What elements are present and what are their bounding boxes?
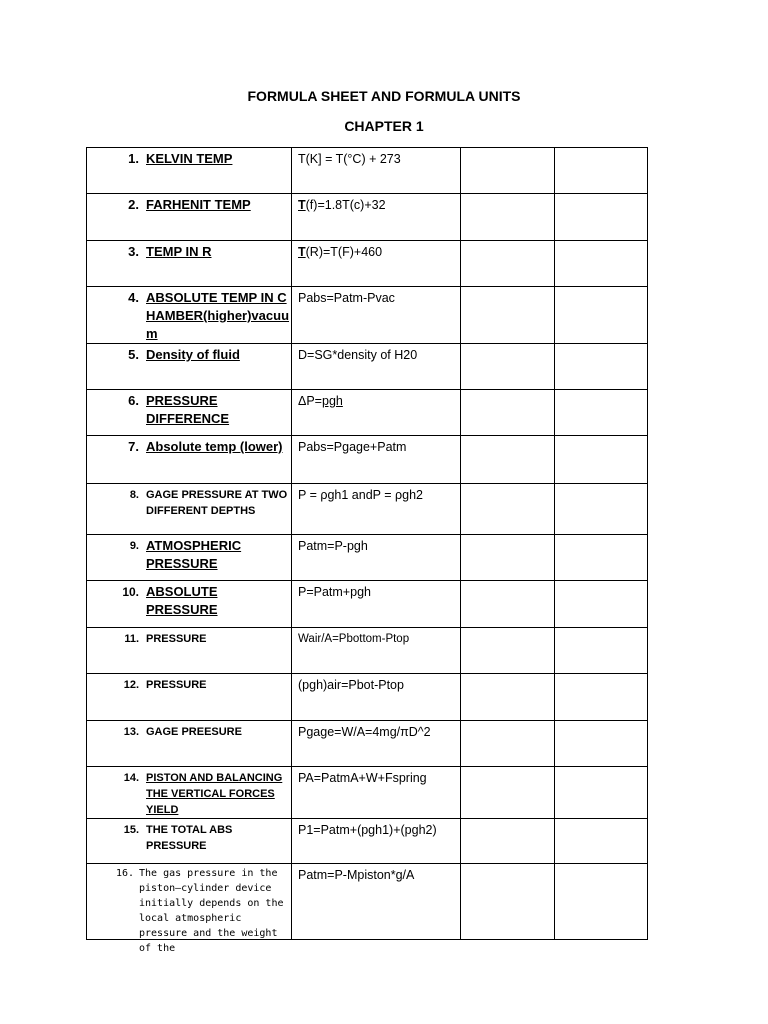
formula-lead: ΔP= (298, 394, 322, 408)
row-number: 14. (123, 772, 139, 784)
row-label: GAGE PREESURE (146, 726, 242, 738)
formula-text: PA=PatmA+W+Fspring (298, 771, 427, 785)
formula-text: P1=Patm+(pgh1)+(pgh2) (298, 823, 437, 837)
row-number: 1. (128, 151, 139, 166)
formula-cell (292, 436, 461, 484)
name-cell (87, 287, 292, 344)
name-cell (87, 436, 292, 484)
formula-cell (292, 344, 461, 390)
formula-text: T(K] = T(°C) + 273 (298, 152, 401, 166)
row-number: 15. (123, 824, 139, 836)
table-row (87, 581, 648, 628)
table-row (87, 721, 648, 767)
name-cell (87, 535, 292, 581)
empty-cell (461, 390, 555, 436)
formula-cell (292, 241, 461, 287)
formula-cell (292, 287, 461, 344)
row-number: 4. (128, 290, 139, 305)
name-cell (87, 241, 292, 287)
formula-text (292, 194, 460, 213)
table-row (87, 767, 648, 819)
formula-cell (292, 864, 461, 940)
row-label: Density of fluid (146, 347, 240, 362)
row-label: TEMP IN R (146, 244, 212, 259)
table-row (87, 628, 648, 674)
row-number: 12. (123, 679, 139, 691)
empty-cell (555, 674, 648, 721)
empty-cell (461, 535, 555, 581)
row-label: ABSOLUTE TEMP IN CHAMBER(higher)vacuum (146, 290, 290, 341)
empty-cell (461, 721, 555, 767)
name-cell (87, 484, 292, 535)
formula-text: Pabs=Pgage+Patm (298, 440, 407, 454)
name-cell (87, 674, 292, 721)
table-row (87, 674, 648, 721)
row-label: ATMOSPHERIC PRESSURE (146, 538, 242, 571)
row-number: 2. (128, 197, 139, 212)
empty-cell (555, 436, 648, 484)
row-label: PRESSURE (146, 633, 207, 645)
table-row (87, 819, 648, 864)
empty-cell (461, 241, 555, 287)
table-row (87, 194, 648, 241)
row-label: PRESSURE DIFFERENCE (146, 393, 230, 426)
empty-cell (555, 767, 648, 819)
table-row (87, 864, 648, 940)
row-number: 13. (123, 726, 139, 738)
name-cell (87, 628, 292, 674)
formula-text (292, 241, 460, 260)
formula-cell (292, 767, 461, 819)
row-number: 8. (129, 489, 139, 501)
empty-cell (555, 148, 648, 194)
empty-cell (461, 628, 555, 674)
row-label: KELVIN TEMP (146, 151, 233, 166)
row-number: 9. (129, 540, 139, 552)
formula-cell (292, 194, 461, 241)
formula-text (292, 390, 460, 409)
table-row (87, 241, 648, 287)
formula-text: Pabs=Patm-Pvac (298, 291, 395, 305)
formula-rest: pgh (322, 394, 343, 408)
formula-text: Patm=P-Mpiston*g/A (298, 868, 415, 882)
document-title: FORMULA SHEET AND FORMULA UNITS (247, 88, 521, 104)
formula-text: P = ρgh1 andP = ρgh2 (298, 488, 423, 502)
empty-cell (461, 484, 555, 535)
row-number: 3. (128, 244, 139, 259)
table-row (87, 484, 648, 535)
empty-cell (555, 484, 648, 535)
row-number: 10. (122, 585, 139, 599)
row-number: 6. (128, 393, 139, 408)
row-number: 7. (128, 439, 139, 454)
formula-text: (pgh)air=Pbot-Ptop (298, 678, 404, 692)
row-number: 11. (124, 633, 139, 645)
formula-text: Patm=P-pgh (298, 539, 368, 553)
formula-table (86, 147, 648, 954)
empty-cell (461, 344, 555, 390)
formula-rest: (R)=T(F)+460 (305, 245, 383, 259)
table-row (87, 344, 648, 390)
name-cell (87, 819, 292, 864)
formula-cell (292, 535, 461, 581)
row-label: ABSOLUTE PRESSURE (146, 584, 218, 617)
empty-cell (555, 581, 648, 628)
row-label: PISTON AND BALANCING THE VERTICAL FORCES YIELD (146, 772, 283, 816)
formula-text: Pgage=W/A=4mg/πD^2 (298, 725, 431, 739)
formula-lead: T (298, 198, 306, 212)
empty-cell (461, 148, 555, 194)
formula-cell (292, 390, 461, 436)
empty-cell (555, 535, 648, 581)
row-label: Absolute temp (lower) (146, 439, 283, 454)
empty-cell (555, 864, 648, 940)
empty-cell (555, 819, 648, 864)
empty-cell (461, 581, 555, 628)
empty-cell (461, 819, 555, 864)
formula-cell (292, 674, 461, 721)
formula-text: Wair/A=Pbottom-Ptop (298, 633, 410, 645)
formula-rest: (f)=1.8T(c)+32 (305, 198, 386, 212)
empty-cell (555, 721, 648, 767)
table-row (87, 436, 648, 484)
name-cell (87, 344, 292, 390)
empty-cell (461, 767, 555, 819)
name-cell (87, 721, 292, 767)
table-row (87, 390, 648, 436)
empty-cell (555, 194, 648, 241)
empty-cell (555, 241, 648, 287)
chapter-heading: CHAPTER 1 (344, 118, 424, 134)
formula-cell (292, 148, 461, 194)
formula-cell (292, 721, 461, 767)
empty-cell (555, 628, 648, 674)
name-cell (87, 581, 292, 628)
row-label: PRESSURE (146, 679, 207, 691)
formula-text: P=Patm+pgh (298, 585, 371, 599)
row-label: GAGE PRESSURE AT TWO DIFFERENT DEPTHS (146, 489, 288, 517)
table-row (87, 535, 648, 581)
row-label: THE TOTAL ABS PRESSURE (146, 824, 233, 852)
empty-cell (555, 287, 648, 344)
formula-text: D=SG*density of H20 (298, 348, 418, 362)
empty-cell (555, 344, 648, 390)
row-label: FARHENIT TEMP (146, 197, 251, 212)
name-cell (87, 148, 292, 194)
table-row (87, 287, 648, 344)
row-number: 16. (115, 868, 134, 879)
formula-cell (292, 581, 461, 628)
empty-cell (555, 390, 648, 436)
formula-cell (292, 628, 461, 674)
formula-cell (292, 484, 461, 535)
formula-lead: T (298, 245, 306, 259)
row-label: The gas pressure in the piston–cylinder device initially depends on the local atmospheric pressure and the weight of the (139, 868, 284, 954)
name-cell (87, 864, 292, 954)
name-cell (87, 767, 292, 819)
empty-cell (461, 194, 555, 241)
empty-cell (461, 287, 555, 344)
empty-cell (461, 674, 555, 721)
empty-cell (461, 436, 555, 484)
row-number: 5. (128, 347, 139, 362)
name-cell (87, 390, 292, 436)
name-cell (87, 194, 292, 241)
table-row (87, 148, 648, 194)
formula-cell (292, 819, 461, 864)
empty-cell (461, 864, 555, 940)
